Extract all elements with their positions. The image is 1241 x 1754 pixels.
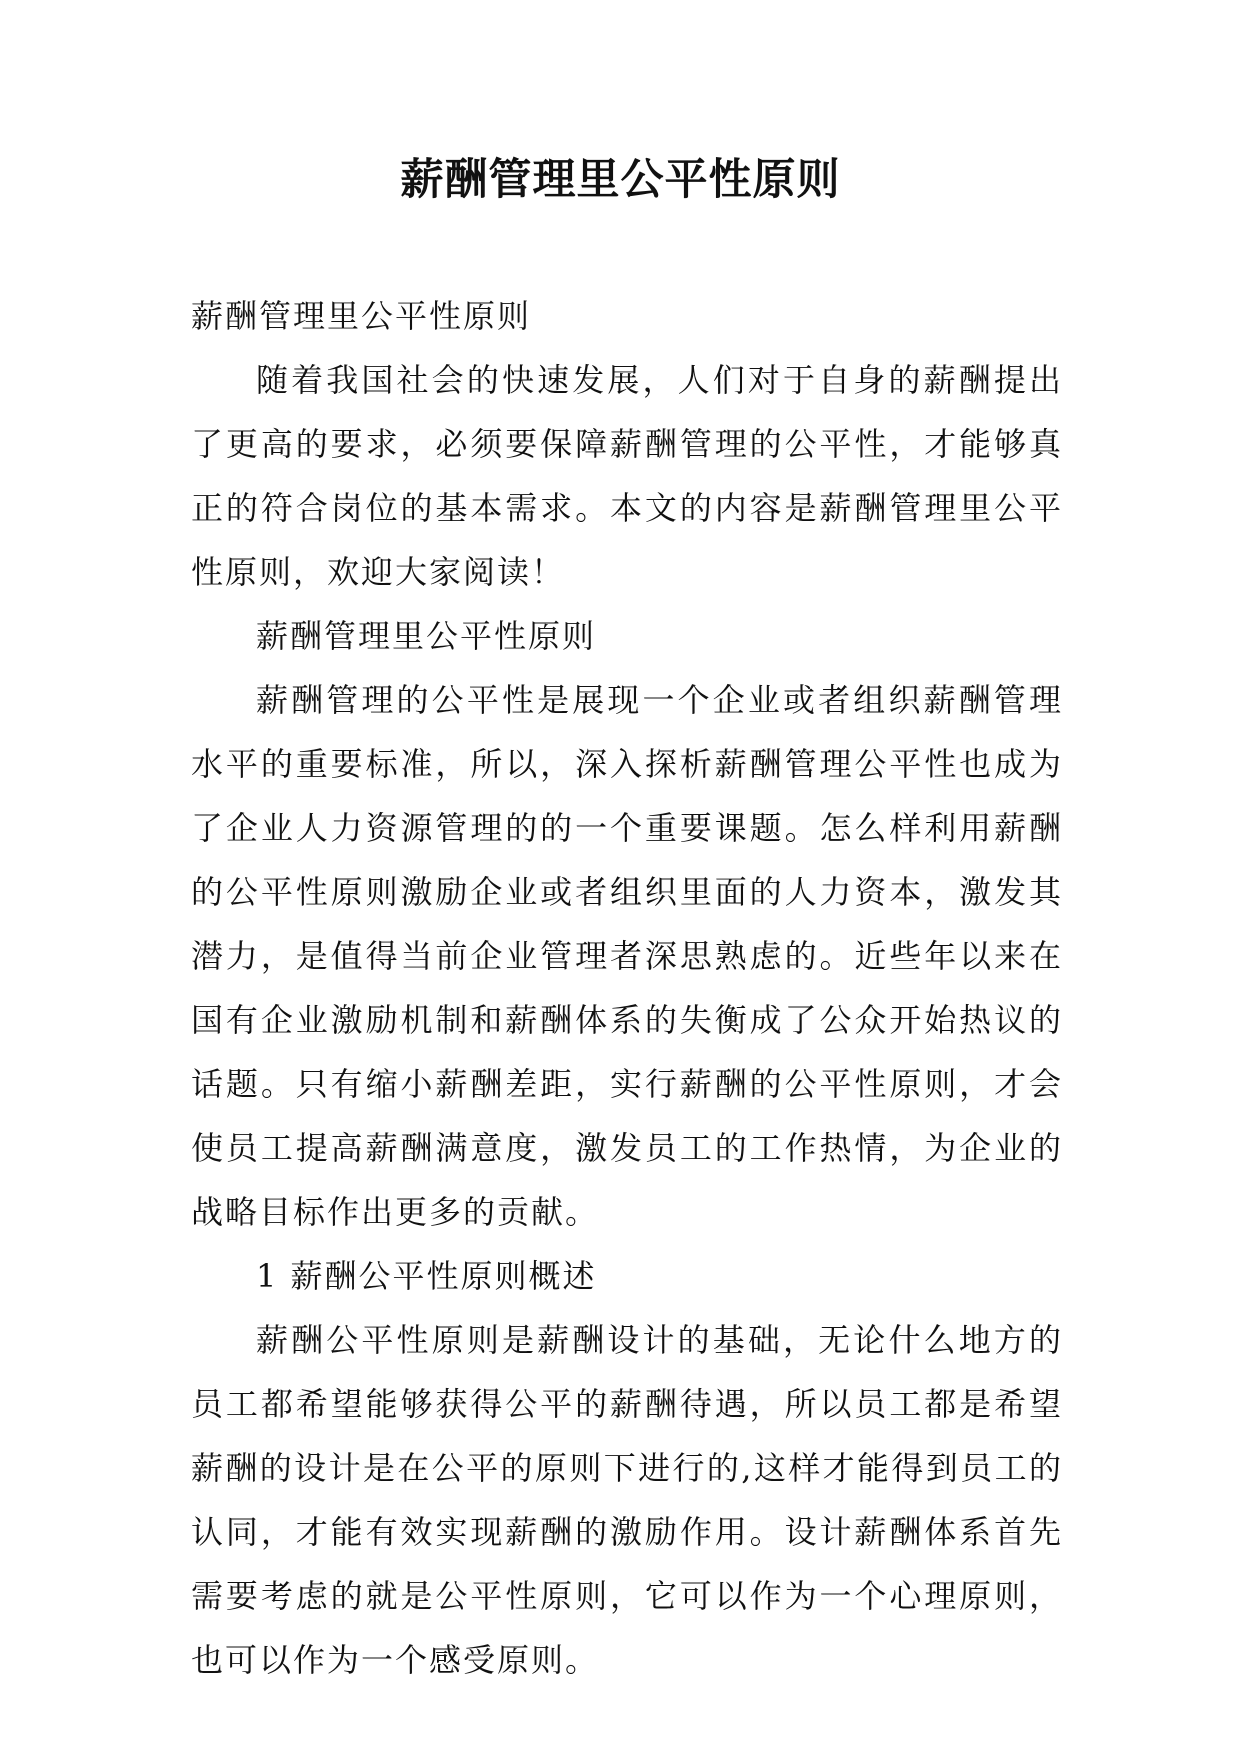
document-title: 薪酬管理里公平性原则	[400, 155, 841, 205]
paragraph-body: 薪酬公平性原则是薪酬设计的基础，无论什么地方的员工都希望能够获得公平的薪酬待遇，所以员工都是希望薪酬的设计是在公平的原则下进行的,这样才能得到员工的认同，才能有效实现薪酬的激励作用。设计薪酬体系首先需要考虑的就是公平性原则，它可以作为一个心理原则，也可以作为一个感受原则。	[191, 1321, 1063, 1679]
document-body	[191, 284, 1063, 1692]
paragraph-intro: 随着我国社会的快速发展，人们对于自身的薪酬提出了更高的要求，必须要保障薪酬管理的公平性，才能够真正的符合岗位的基本需求。本文的内容是薪酬管理里公平性原则，欢迎大家阅读！	[191, 361, 1063, 591]
section-heading: 1 薪酬公平性原则概述	[256, 1257, 597, 1295]
paragraph-body: 薪酬管理的公平性是展现一个企业或者组织薪酬管理水平的重要标准，所以，深入探析薪酬管理公平性也成为了企业人力资源管理的的一个重要课题。怎么样利用薪酬的公平性原则激励企业或者组织里面的人力资本，激发其潜力，是值得当前企业管理者深思熟虑的。近些年以来在国有企业激励机制和薪酬体系的失衡成了公众开始热议的话题。只有缩小薪酬差距，实行薪酬的公平性原则，才会使员工提高薪酬满意度，激发员工的工作热情，为企业的战略目标作出更多的贡献。	[191, 681, 1063, 1231]
paragraph-heading: 薪酬管理里公平性原则	[191, 297, 532, 335]
paragraph-subheading: 薪酬管理里公平性原则	[256, 617, 597, 655]
